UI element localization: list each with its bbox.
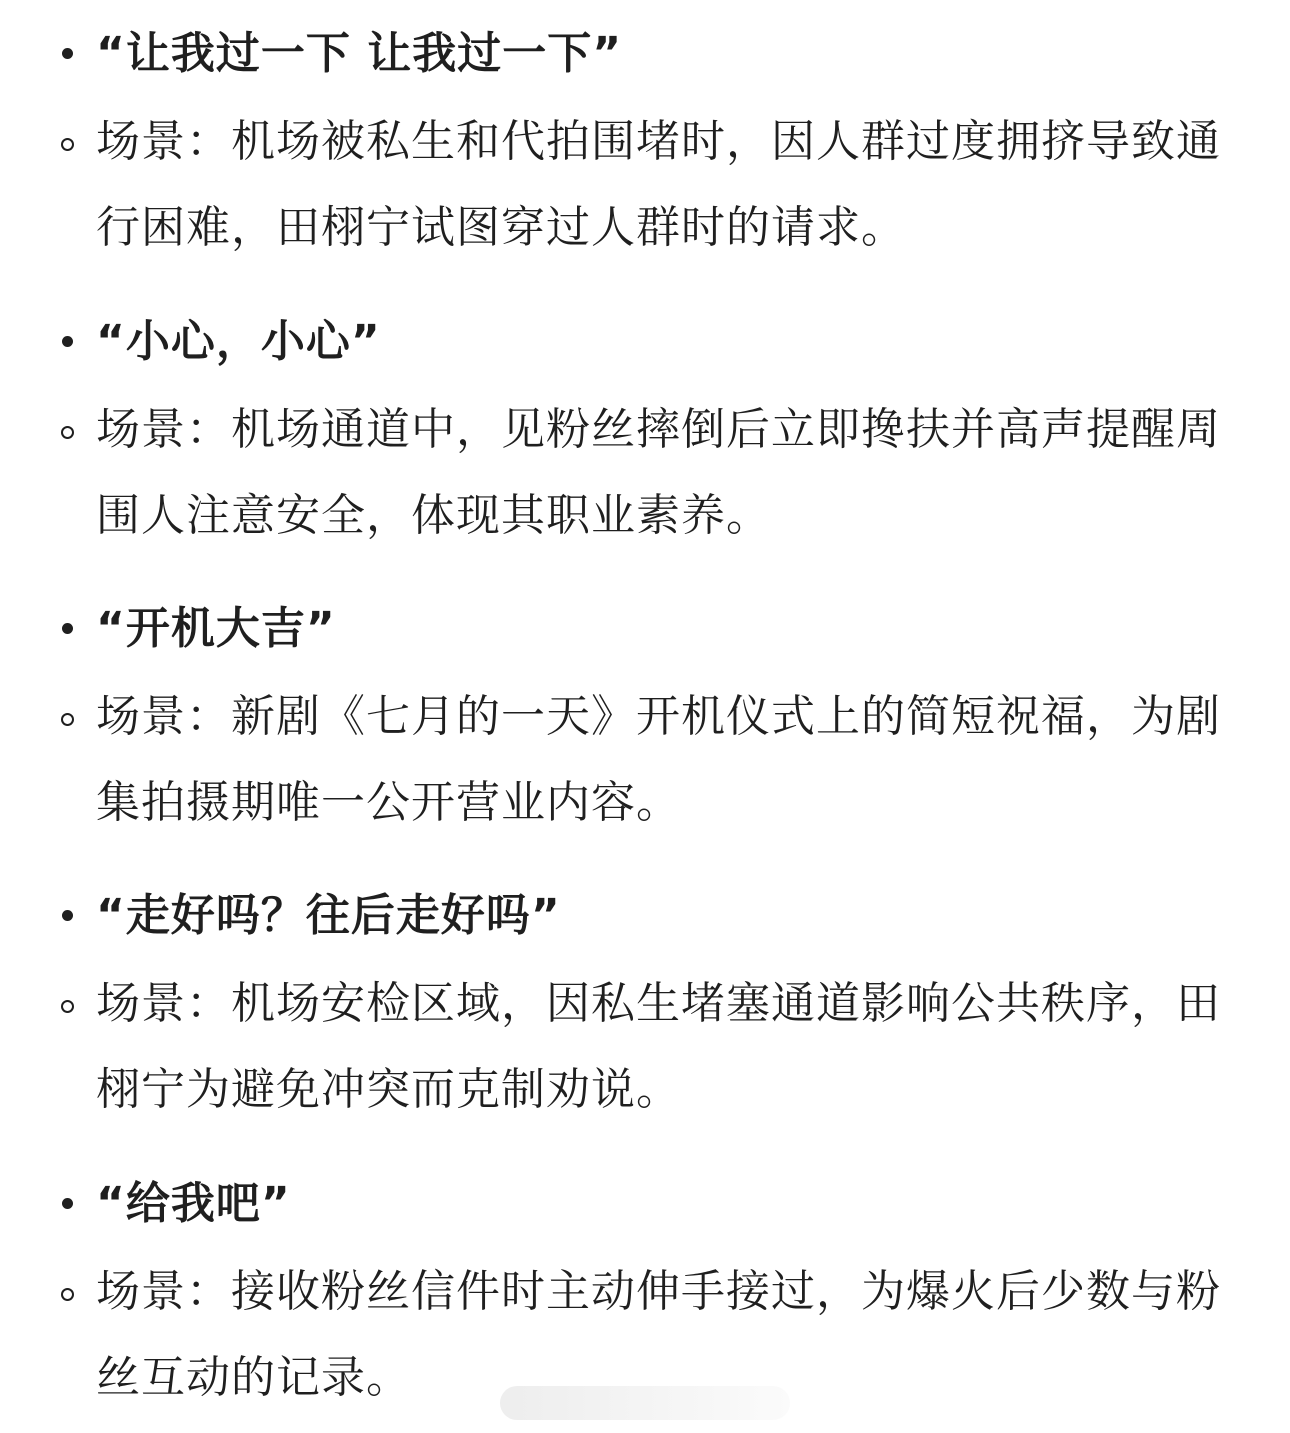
circle-bullet-icon	[61, 426, 74, 439]
bullet-dot-icon	[62, 48, 73, 59]
bullet-dot-icon	[62, 623, 73, 634]
scene-text: 场景：机场安检区域，因私生堵塞通道影响公共秩序，田栩宁为避免冲突而克制劝说。	[96, 978, 1221, 1115]
bullet-dot-icon	[62, 910, 73, 921]
scene-text: 场景：机场被私生和代拍围堵时，因人群过度拥挤导致通行困难，田栩宁试图穿过人群时的请求。	[96, 116, 1221, 253]
bullet-dot-icon	[62, 336, 73, 347]
scene-text: 场景：接收粉丝信件时主动伸手接过，为爆火后少数与粉丝互动的记录。	[96, 1266, 1221, 1403]
circle-bullet-icon	[61, 138, 74, 151]
scene-text: 场景：机场通道中，见粉丝摔倒后立即搀扶并高声提醒周围人注意安全，体现其职业素养。	[96, 404, 1221, 541]
quote-text: “给我吧”	[96, 1178, 291, 1229]
quote-text: “小心，小心”	[96, 316, 381, 367]
scene-text: 场景：新剧《七月的一天》开机仪式上的简短祝福，为剧集拍摄期唯一公开营业内容。	[96, 691, 1221, 828]
quote-text: “开机大吉”	[96, 603, 336, 654]
quote-text: “让我过一下 让我过一下”	[96, 28, 623, 79]
circle-bullet-icon	[61, 713, 74, 726]
quote-text: “走好吗？往后走好吗”	[96, 890, 561, 941]
watermark	[500, 1386, 790, 1420]
circle-bullet-icon	[61, 1288, 74, 1301]
bullet-dot-icon	[62, 1198, 73, 1209]
circle-bullet-icon	[61, 1000, 74, 1013]
